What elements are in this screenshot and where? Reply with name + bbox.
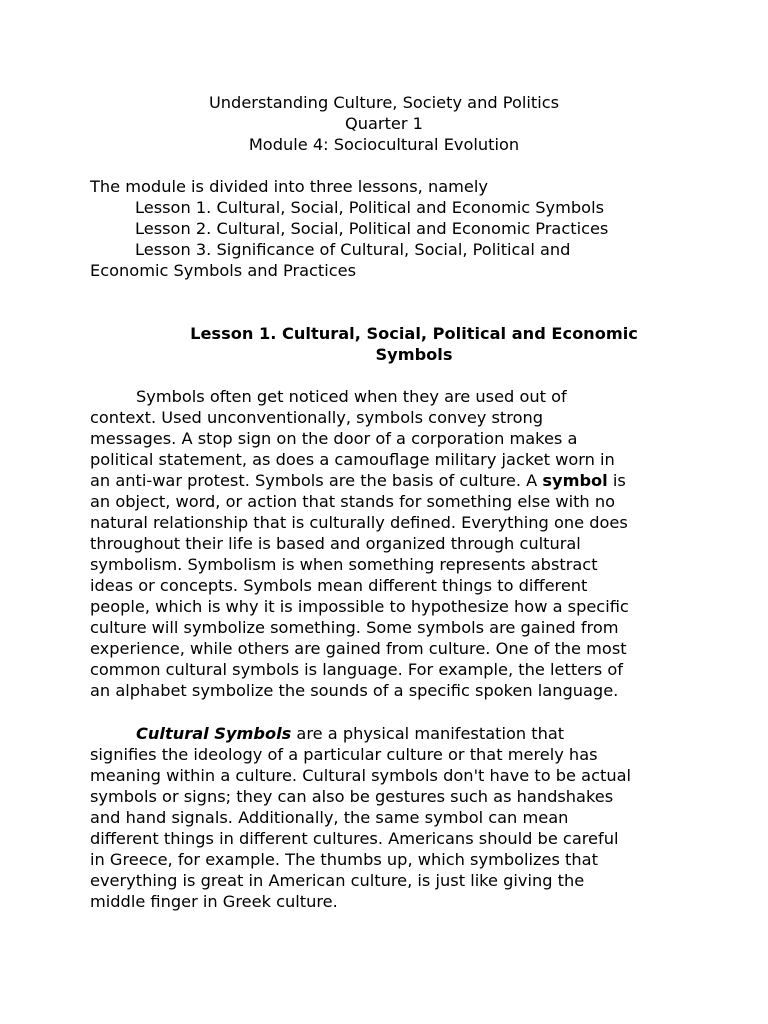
paragraph-line: in Greece, for example. The thumbs up, which symbolizes that xyxy=(90,850,598,869)
paragraph-text: is xyxy=(607,471,626,490)
paragraph-line: symbolism. Symbolism is when something represents abstract xyxy=(90,555,598,574)
quarter-label: Quarter 1 xyxy=(345,114,423,133)
paragraph-line: symbols or signs; they can also be gestures such as handshakes xyxy=(90,787,614,806)
term-symbol: symbol xyxy=(542,471,608,490)
lesson-heading-line-1: Lesson 1. Cultural, Social, Political and Economic xyxy=(190,324,638,343)
paragraph-line: throughout their life is based and organized through cultural xyxy=(90,534,581,553)
paragraph-line: culture will symbolize something. Some symbols are gained from xyxy=(90,618,619,637)
paragraph-text: an anti-war protest. Symbols are the basis of culture. A xyxy=(90,471,543,490)
paragraph-line: everything is great in American culture, is just like giving the xyxy=(90,871,585,890)
paragraph-line: signifies the ideology of a particular culture or that merely has xyxy=(90,745,598,764)
paragraph-line xyxy=(90,723,690,744)
paragraph-line: meaning within a culture. Cultural symbols don't have to be actual xyxy=(90,766,631,785)
lesson-list-item-3-continued: Economic Symbols and Practices xyxy=(90,261,357,280)
paragraph-line: natural relationship that is culturally defined. Everything one does xyxy=(90,513,628,532)
paragraph-line: an object, word, or action that stands for something else with no xyxy=(90,492,615,511)
paragraph-line: common cultural symbols is language. For example, the letters of xyxy=(90,660,623,679)
paragraph-line: ideas or concepts. Symbols mean different things to different xyxy=(90,576,588,595)
term-cultural-symbols: Cultural Symbols xyxy=(136,724,292,743)
paragraph-line xyxy=(90,470,690,491)
lesson-list-item-2: Lesson 2. Cultural, Social, Political and Economic Practices xyxy=(135,219,609,238)
lesson-heading xyxy=(90,323,738,365)
paragraph-cultural-symbols xyxy=(90,723,690,912)
course-title: Understanding Culture, Society and Politics xyxy=(208,93,560,112)
paragraph-line: Symbols often get noticed when they are used out of xyxy=(136,387,567,406)
module-title: Module 4: Sociocultural Evolution xyxy=(248,135,520,154)
paragraph-line: and hand signals. Additionally, the same symbol can mean xyxy=(90,808,569,827)
intro-lead: The module is divided into three lessons, namely xyxy=(90,177,488,196)
paragraph-symbols xyxy=(90,386,690,701)
paragraph-line: different things in different cultures. Americans should be careful xyxy=(90,829,619,848)
paragraph-line: people, which is why it is impossible to hypothesize how a specific xyxy=(90,597,629,616)
lesson-list-item-1: Lesson 1. Cultural, Social, Political and Economic Symbols xyxy=(135,198,605,217)
paragraph-line: political statement, as does a camouflage military jacket worn in xyxy=(90,450,615,469)
paragraph-line: experience, while others are gained from culture. One of the most xyxy=(90,639,627,658)
lesson-heading-line-2: Symbols xyxy=(375,345,453,364)
module-intro xyxy=(90,176,690,281)
document-header xyxy=(90,92,678,155)
paragraph-line: context. Used unconventionally, symbols convey strong xyxy=(90,408,544,427)
paragraph-line: messages. A stop sign on the door of a corporation makes a xyxy=(90,429,578,448)
paragraph-text: are a physical manifestation that xyxy=(291,724,565,743)
paragraph-line: middle finger in Greek culture. xyxy=(90,892,338,911)
lesson-list-item-3: Lesson 3. Significance of Cultural, Social, Political and xyxy=(135,240,571,259)
paragraph-line: an alphabet symbolize the sounds of a specific spoken language. xyxy=(90,681,619,700)
